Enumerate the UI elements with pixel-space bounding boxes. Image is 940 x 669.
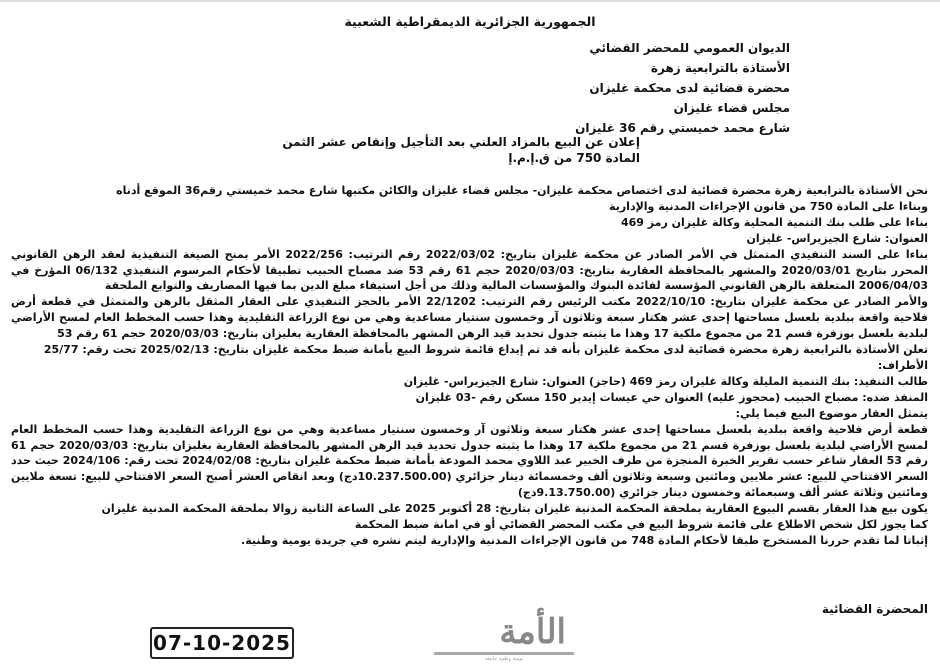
body-paragraph: الأطراف: [877, 358, 928, 372]
announcement-title-block [282, 134, 640, 166]
top-edge [0, 0, 940, 2]
republic-heading: الجمهورية الجزائرية الديمقراطية الشعبية [344, 14, 596, 29]
body-paragraph: نحن الأستاذة بالترابعية زهرة محضرة قضائية لدى اختصاص محكمة غليزان- مجلس قضاء غليزان والكائن مكتبها شارع محمد خميستي رقم36 الموقع أدناه [116, 184, 928, 197]
body-paragraph: المنفذ ضده: مصباح الحبيب (محجوز عليه) العنوان حي عيسات إيدير 150 مسكن رقم -03 غليزان [415, 390, 928, 404]
body-paragraph: طالب التنفيذ: بنك التنمية المليلة وكالة غليزان رمز 469 (حاجز) العنوان: شارع الجيزيراس- غليزان [403, 374, 928, 388]
body-paragraph: وبناءا على المادة 750 من قانون الإجراءات المدنية والإدارية [609, 199, 928, 213]
header-line: الديوان العمومي للمحضر القضائي [589, 41, 790, 55]
announcement-article: المادة 750 من ق.إ.م.إ [508, 151, 640, 165]
header-line: محضرة قضائية لدى محكمة غليزان [589, 81, 790, 95]
body-paragraph: يكون بيع هذا العقار بقسم البيوع العقارية بملحقة المحكمة المدنية غليزان بتاريخ: 28 أكتوبر 2025 على الساعة الثانية زوالا بملحقة المحكمة المدنية غليزان [101, 502, 928, 516]
body-paragraph: بناءا على طلب بنك التنمية المحلية وكالة غليزان رمز 469 [621, 215, 928, 229]
header-line: شارع محمد خميستي رقم 36 غليزان [575, 121, 790, 135]
body-paragraph: كما يجوز لكل شخص الاطلاع على قائمة شروط البيع في مكتب المحضر القضائي أو في امانة ضبط المحكمة [354, 518, 928, 532]
logo-tagline: يومية وطنية جامعة [484, 656, 524, 662]
body-paragraph: العنوان: شارع الجيزيراس- غليزان [746, 231, 928, 245]
body-paragraph: تعلن الأستاذة بالترابعية زهرة محضرة قضائية لدى محكمة غليزان بأنه قد تم إيداع قائمة شروط البيع بأمانة ضبط محكمة غليزان بتاريخ: 2025/02/13 تحت رقم: 25/77 [43, 343, 928, 357]
body-paragraph: قطعة أرض فلاحية واقعة ببلدية بلعسل مساحتها إحدى عشر هكتار سبعة وثلاثون آر وخمسون سنتيار مساعدية وهي من نوع الزراعة التقليدية وهذا حسب المخطط العام لمسح الأراضي لبلدية بلعسل بوزفرة قسم 21 من مجموع ملكية 17 وهذا ما يثبته جدول تحديد قيد الرهن المشهر بالمحافظة العقارية بغليزان بتاريخ: 2020/03/03 حجم 61 رقم 53 العقار شاغر حسب تقرير الخبرة المنجزة من طرف الخبير عبد اللاوي محمد المودعة بأمانة ضبط محكمة غليزان بتاريخ: 2024/02/08 تحت رقم: 2024/106 حيث حدد السعر الافتتاحي للبيع: عشر ملايين ومائتين وسبعة وثلاثون ألف وخمسمائة دينار جزائري (10.237.500.00دج) وبعد انقاص العشر أصبح السعر الافتتاحي للبيع: تسعة ملايين ومائتين وثلاثة عشر ألف وسبعمائة وخمسون دينار جزائري (9.13.750.00دج) [11, 422, 928, 500]
logo-underline [434, 652, 574, 655]
signature: المحضرة القضائية [821, 602, 928, 616]
publication-date: 07-10-2025 [150, 627, 294, 659]
header-line: مجلس قضاء غليزان [673, 101, 790, 115]
body-paragraph: إثباتا لما تقدم حررنا المستخرج طبقا لأحكام المادة 748 من قانون الإجراءات المدنية والإدارية ليتم نشره في جريدة يومية وطنية. [241, 533, 928, 547]
body-paragraph: بناءا على السند التنفيذي المتمثل في الأمر الصادر عن محكمة غليزان بتاريخ: 2022/03/02 رقم الترتيب: 2022/256 الأمر بمنح الصيغة التنفيذية لعقد الرهن القانوني المحرر بتاريخ 2020/03/01 والمشهر بالمحافظة العقارية بتاريخ: 2020/03/03 حجم 61 رقم 53 ضد مصباح الحبيب تطبيقا لأحكام المرسوم التنفيذي 06/132 المؤرخ في 2006/04/03 المتعلقة بالرهن القانوني المؤسسة لفائدة البنوك والمؤسسات المالية وذلك من أجل استيفاء مبلغ الدين بما فيها المصاريف والتوابع الملحقة [11, 247, 928, 293]
announcement-body [11, 183, 928, 549]
bailiff-header [370, 38, 790, 138]
body-paragraph: يتمثل العقار موضوع البيع فيما يلي: [735, 406, 928, 420]
logo-name: الأمة [499, 612, 566, 652]
header-line: الأستاذة بالترابعية زهرة [650, 61, 790, 75]
announcement-title: إعلان عن البيع بالمزاد العلني بعد التأجيل وإنقاص عشر الثمن [282, 135, 640, 149]
newspaper-logo [430, 612, 580, 662]
body-paragraph: والأمر الصادر عن محكمة غليزان بتاريخ: 2022/10/10 مكتب الرئيس رقم الترتيب: 22/1202 الأمر بالحجز التنفيذي على العقار المثقل بالرهن والمتمثل في قطعة أرض فلاحية واقعة ببلدية بلعسل مساحتها إحدى عشر هكتار سبعة وثلاثون آر وخمسون سنتيار مساعدية وهي من نوع الزراعة التقليدية وهذا حسب المخطط العام لمسح الأراضي لبلدية بلعسل بوزفرة قسم 21 من مجموع ملكية 17 وهذا ما يثبته جدول تحديد قيد الرهن المشهر بالمحافظة العقارية بغليزان بتاريخ: 2020/03/03 حجم 61 رقم 53 [11, 295, 928, 341]
